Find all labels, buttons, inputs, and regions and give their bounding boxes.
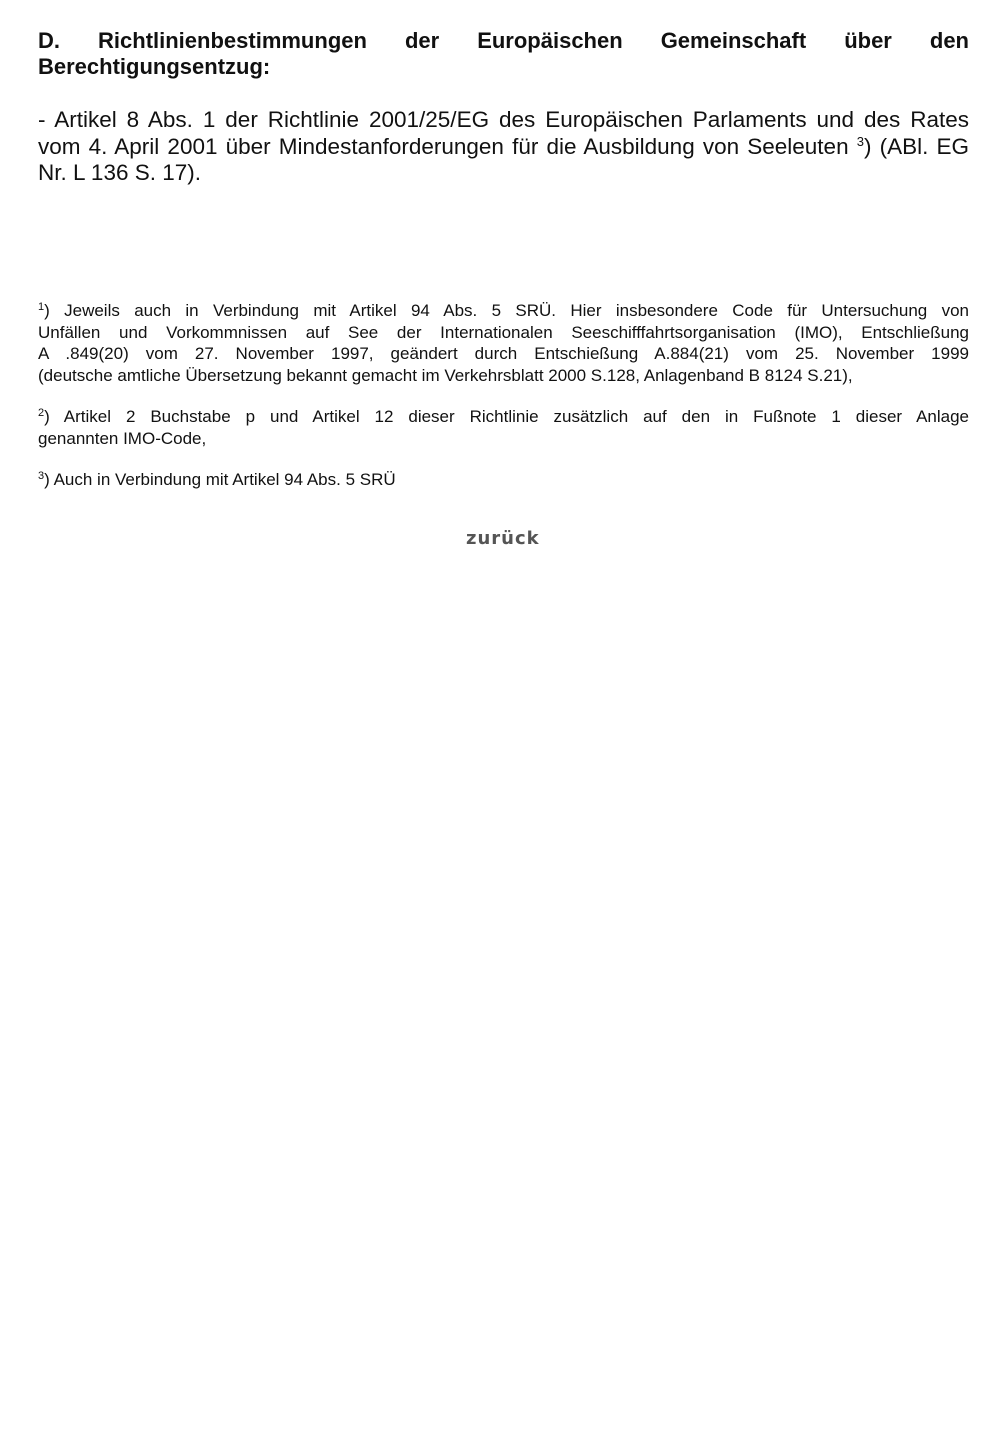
back-link[interactable]: zurück (466, 528, 540, 549)
footnote-2-line-2: genannten IMO-Code, (38, 428, 207, 448)
article-reference-citation: ) (ABl. EG (863, 133, 969, 159)
footnote-1-line-3: A .849(20) vom 27. November 1997, geändert durch Entschießung A.884(21) vom 25. November 1999 (38, 344, 969, 363)
footnote-3 (38, 469, 969, 491)
footnote-marker: 2 (38, 407, 45, 419)
footnote-text: ) Auch in Verbindung mit Artikel 94 Abs. 5 SRÜ (44, 470, 396, 489)
footnote-marker: 3 (38, 470, 45, 482)
document-body (38, 28, 969, 187)
article-reference-line-2 (38, 134, 969, 161)
footnote-3-line-1 (38, 469, 969, 491)
section-heading-line-2: Berechtigungsentzug: (38, 54, 271, 79)
footnote-ref-3: 3 (856, 133, 864, 149)
article-reference-text: vom 4. April 2001 über Mindestanforderungen für die Ausbildung von Seeleuten (38, 133, 849, 159)
footnote-1-line-2: Unfällen und Vorkommnissen auf See der Internationalen Seeschifffahrtsorganisation (IMO), Entschließung (38, 322, 969, 342)
footnotes (38, 300, 969, 511)
article-reference-line-3: Nr. L 136 S. 17). (38, 160, 202, 185)
footnote-text: ) Artikel 2 Buchstabe p und Artikel 12 dieser Richtlinie zusätzlich auf den in Fußnote 1 dieser Anlage (44, 407, 969, 426)
footnote-2-line-1 (38, 406, 969, 428)
footnote-marker: 1 (38, 301, 45, 313)
footnote-1-line-1 (38, 300, 969, 322)
footnote-2 (38, 406, 969, 449)
article-reference-line-1: - Artikel 8 Abs. 1 der Richtlinie 2001/25/EG des Europäischen Parlaments und des Rates (38, 107, 969, 132)
section-heading-line-1: D. Richtlinienbestimmungen der Europäischen Gemeinschaft über den (38, 28, 969, 53)
footnote-text: ) Jeweils auch in Verbindung mit Artikel 94 Abs. 5 SRÜ. Hier insbesondere Code für Untersuchung von (44, 301, 969, 320)
footnote-1 (38, 300, 969, 386)
article-reference (38, 107, 969, 187)
section-heading (38, 28, 969, 80)
footnote-1-line-4: (deutsche amtliche Übersetzung bekannt gemacht im Verkehrsblatt 2000 S.128, Anlagenband B 8124 S.21), (38, 365, 853, 385)
